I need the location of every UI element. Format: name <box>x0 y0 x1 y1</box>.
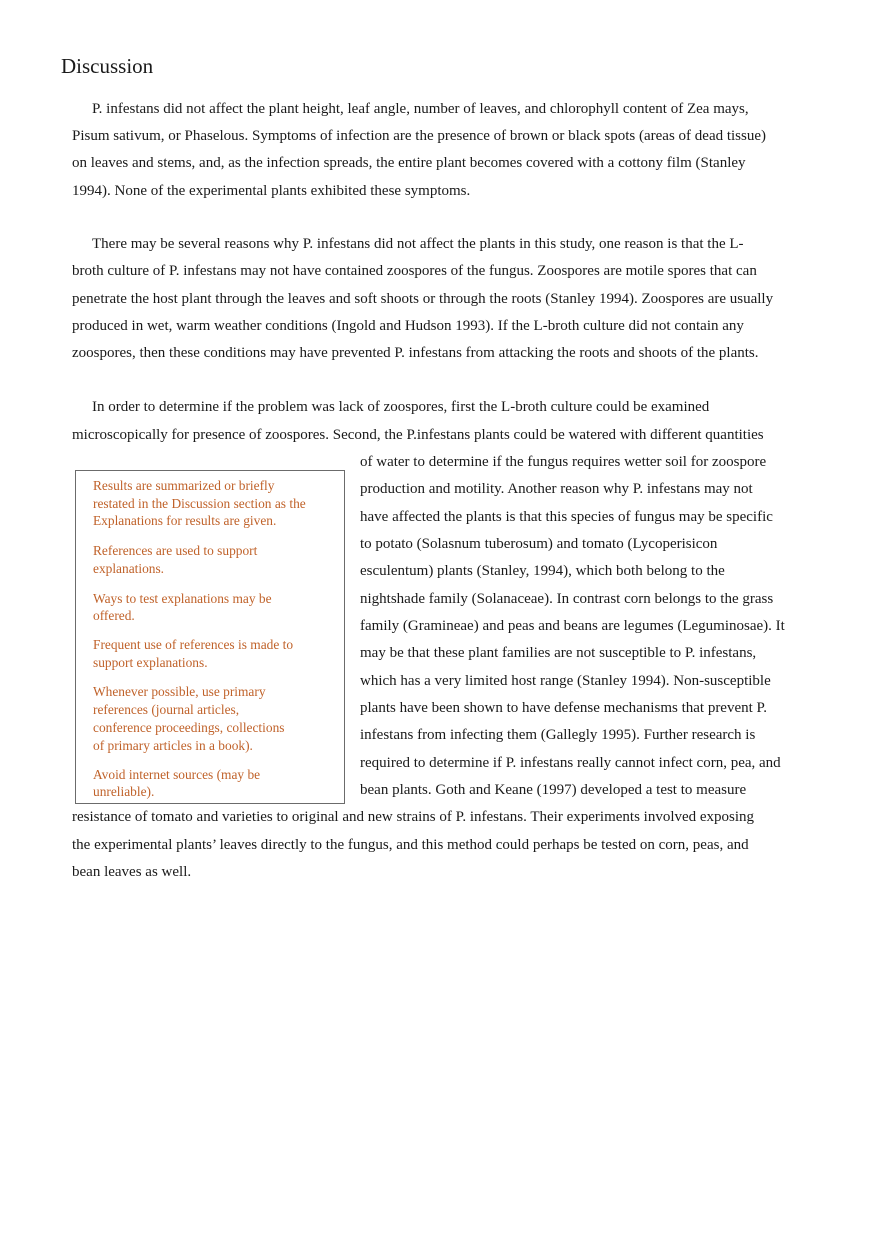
annotation-note: explanations. <box>93 561 165 576</box>
paragraph-1-line: P. infestans did not affect the plant height, leaf angle, number of leaves, and chlorophyll content of Zea mays, <box>92 101 749 117</box>
paragraph-3-line: may be that these plant families are not susceptible to P. infestans, <box>360 645 757 661</box>
annotation-note: Whenever possible, use primary <box>93 684 266 699</box>
annotation-note: References are used to support <box>93 543 258 558</box>
paragraph-3-line: microscopically for presence of zoospores. Second, the P.infestans plants could be watered with different quantities <box>72 427 764 443</box>
annotation-note: conference proceedings, collections <box>93 720 285 735</box>
paragraph-2-line: zoospores, then these conditions may have prevented P. infestans from attacking the roots and shoots of the plants. <box>72 345 759 361</box>
paragraph-3-line: the experimental plants’ leaves directly to the fungus, and this method could perhaps be tested on corn, peas, and <box>72 837 749 853</box>
paragraph-3-line: plants have been shown to have defense mechanisms that prevent P. <box>360 700 767 716</box>
paragraph-3-line: production and motility. Another reason why P. infestans may not <box>360 481 753 497</box>
paragraph-1-line: on leaves and stems, and, as the infection spreads, the entire plant becomes covered with a cottony film (Stanley <box>72 155 746 171</box>
paragraph-2-line: There may be several reasons why P. infestans did not affect the plants in this study, one reason is that the L- <box>92 236 744 252</box>
section-heading: Discussion <box>61 54 154 78</box>
paragraph-1-line: Pisum sativum, or Phaselous. Symptoms of infection are the presence of brown or black spots (areas of dead tissue) <box>72 128 767 144</box>
annotation-note: Frequent use of references is made to <box>93 637 294 652</box>
annotation-note: support explanations. <box>93 655 208 670</box>
paragraph-3-line: bean leaves as well. <box>72 864 192 880</box>
annotation-note: references (journal articles, <box>93 702 240 717</box>
paragraph-3-line: nightshade family (Solanaceae). In contrast corn belongs to the grass <box>360 591 774 607</box>
paragraph-3-line: resistance of tomato and varieties to original and new strains of P. infestans. Their experiments involved exposing <box>72 809 755 825</box>
paragraph-3-line: esculentum) plants (Stanley, 1994), which both belong to the <box>360 563 725 579</box>
annotation-note: Ways to test explanations may be <box>93 591 272 606</box>
paragraph-3-line: which has a very limited host range (Stanley 1994). Non-susceptible <box>360 673 771 689</box>
paragraph-1-line: 1994). None of the experimental plants exhibited these symptoms. <box>72 183 471 199</box>
annotation-note: Explanations for results are given. <box>93 513 277 528</box>
paragraph-3-line: In order to determine if the problem was lack of zoospores, first the L-broth culture could be examined <box>92 399 710 415</box>
annotation-note: offered. <box>93 608 135 623</box>
annotation-note: restated in the Discussion section as the <box>93 496 306 511</box>
paragraph-3-line: required to determine if P. infestans really cannot infect corn, pea, and <box>360 755 781 771</box>
paragraph-3-line: family (Gramineae) and peas and beans are legumes (Leguminosae). It <box>360 618 785 634</box>
annotation-note: Avoid internet sources (may be <box>93 767 261 782</box>
annotation-note: Results are summarized or briefly <box>93 478 275 493</box>
paragraph-2-line: produced in wet, warm weather conditions (Ingold and Hudson 1993). If the L-broth culture did not contain any <box>72 318 744 334</box>
paragraph-3-line: infestans from infecting them (Gallegly 1995). Further research is <box>360 727 756 743</box>
annotation-note: unreliable). <box>93 784 155 799</box>
paragraph-3-line: have affected the plants is that this species of fungus may be specific <box>360 509 773 525</box>
paragraph-2-line: penetrate the host plant through the leaves and soft shoots or through the roots (Stanley 1994). Zoospores are usually <box>72 291 774 307</box>
annotation-note: of primary articles in a book). <box>93 738 253 753</box>
paragraph-3-line: bean plants. Goth and Keane (1997) developed a test to measure <box>360 782 747 798</box>
paragraph-2-line: broth culture of P. infestans may not have contained zoospores of the fungus. Zoospores are motile spores that can <box>72 263 757 279</box>
paragraph-3-line: of water to determine if the fungus requires wetter soil for zoospore <box>360 454 767 470</box>
paragraph-3-line: to potato (Solasnum tuberosum) and tomato (Lycoperisicon <box>360 536 718 552</box>
